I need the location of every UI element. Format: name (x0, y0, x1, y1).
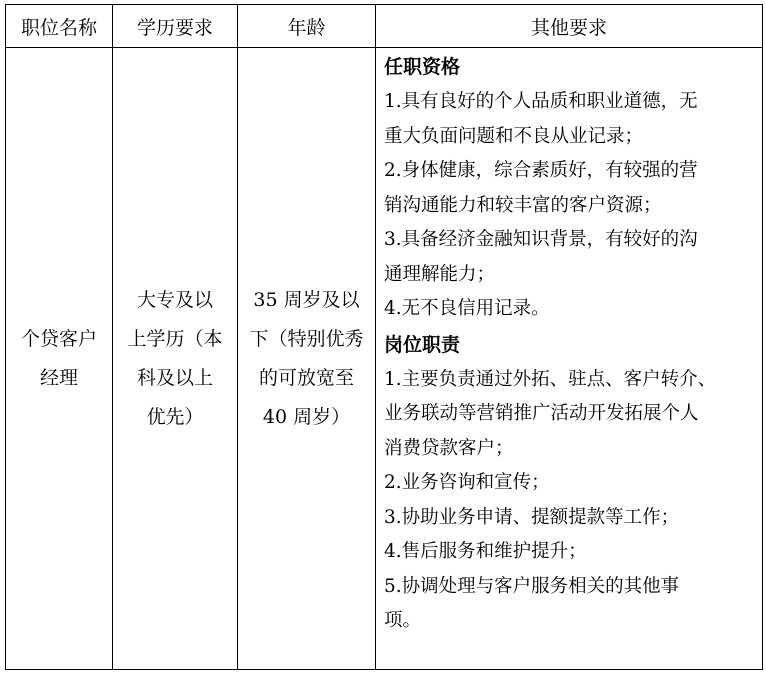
job-requirements-table (5, 4, 763, 670)
duty-line: 3.协助业务申请、提额提款等工作； (384, 506, 680, 528)
duty-line: 项。 (384, 610, 422, 631)
duty-line: 4.售后服务和维护提升； (384, 541, 587, 562)
cell-position (6, 48, 113, 670)
qualification-line: 通理解能力； (384, 263, 496, 285)
position-line: 个贷客户 (20, 327, 97, 350)
header-position: 职位名称 (6, 5, 113, 48)
age-line: 的可放宽至 (258, 366, 354, 389)
duty-line: 1.主要负责通过外拓、驻点、客户转介、 (384, 368, 717, 390)
duty-line: 2.业务咨询和宣传； (384, 472, 550, 493)
qualification-line: 1.具有良好的个人品质和职业道德，无 (384, 91, 698, 112)
cell-other-requirements (376, 48, 763, 670)
qualification-line: 销沟通能力和较丰富的客户资源； (384, 194, 662, 216)
duties-title: 岗位职责 (384, 333, 461, 356)
position-line: 经理 (39, 366, 78, 389)
age-line: 35 周岁及以 (253, 288, 360, 311)
qualification-line: 2.身体健康，综合素质好，有较强的营 (384, 160, 698, 181)
header-education: 学历要求 (113, 5, 238, 48)
qualifications-title: 任职资格 (384, 56, 461, 78)
header-age: 年龄 (238, 5, 376, 48)
cell-education (113, 48, 238, 670)
duty-line: 业务联动等营销推广活动开发拓展个人 (384, 403, 699, 424)
education-line: 大专及以 (136, 288, 213, 311)
education-line: 科及以上 (136, 366, 213, 389)
header-row (6, 5, 763, 48)
education-line: 上学历（本 (127, 327, 223, 350)
education-line: 优先） (146, 405, 204, 428)
header-other: 其他要求 (376, 5, 763, 48)
qualification-line: 3.具备经济金融知识背景，有较好的沟 (384, 229, 698, 250)
qualification-line: 4.无不良信用记录。 (384, 298, 550, 319)
duty-line: 5.协调处理与客户服务相关的其他事 (384, 575, 680, 597)
duty-line: 消费贷款客户； (384, 437, 514, 459)
age-line: 40 周岁） (262, 405, 351, 428)
cell-age (238, 48, 376, 670)
age-line: 下（特别优秀 (249, 327, 364, 350)
table-row (6, 48, 763, 670)
qualification-line: 重大负面问题和不良从业记录； (384, 125, 644, 147)
